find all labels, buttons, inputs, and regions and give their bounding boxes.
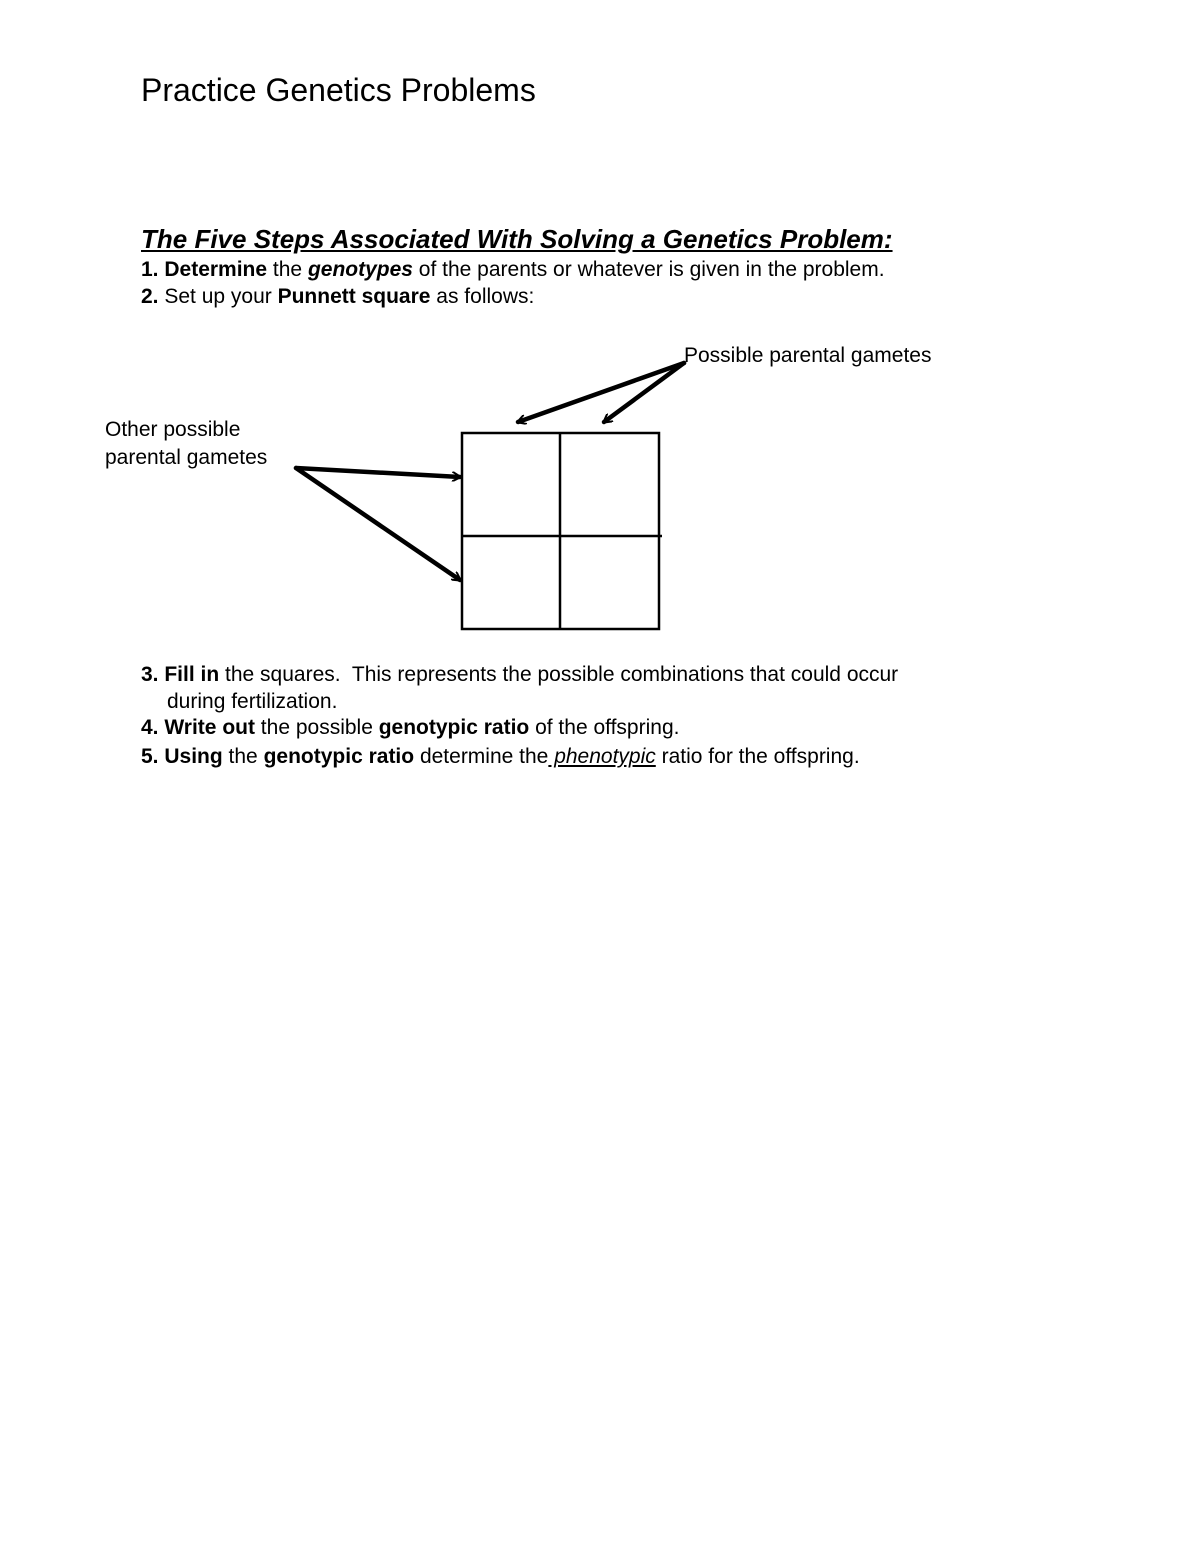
bold-term: Fill in <box>164 663 220 686</box>
step-text: Set up your <box>158 285 278 308</box>
possible-parental-gametes-label: Possible parental gametes <box>684 344 932 367</box>
punnett-square <box>462 433 662 629</box>
step-line <box>141 745 860 768</box>
step-text: determine the <box>414 745 549 768</box>
step-continuation: during fertilization. <box>167 690 338 713</box>
step-text: ratio for the offspring. <box>655 745 860 768</box>
step-5 <box>141 743 860 770</box>
bold-term: genotypic ratio <box>378 716 530 739</box>
step-number: 2. <box>141 285 159 308</box>
gamete-arrows <box>296 363 684 580</box>
page-title: Practice Genetics Problems <box>141 72 536 108</box>
step-line <box>141 716 679 739</box>
steps-heading: The Five Steps Associated With Solving a Genetics Problem: <box>141 224 893 254</box>
step-3 <box>141 661 898 715</box>
step-number: 5. <box>141 745 165 768</box>
arrow-top-left <box>518 363 684 422</box>
step-text: the squares. This represents the possible combinations that could occur <box>219 663 899 686</box>
other-parental-gametes-label-line2: parental gametes <box>105 446 268 469</box>
step-number: 1. <box>141 258 165 281</box>
step-text: the <box>267 258 308 281</box>
step-text: the possible <box>254 716 379 739</box>
step-number: 3. <box>141 663 165 686</box>
bold-term: Using <box>164 745 223 768</box>
other-parental-gametes-label <box>105 416 267 472</box>
arrow-left-lower <box>296 468 460 580</box>
step-text: of the offspring. <box>529 716 680 739</box>
bold-term: Write out <box>164 716 255 739</box>
bold-term: genotypic ratio <box>263 745 415 768</box>
step-text: as follows: <box>430 285 535 308</box>
underlined-term: phenotypic <box>548 745 656 768</box>
bold-term: Punnett square <box>277 285 431 308</box>
step-text: of the parents or whatever is given in the problem. <box>412 258 885 281</box>
arrow-left-upper <box>296 468 460 477</box>
step-4 <box>141 714 679 741</box>
step-line <box>141 663 898 686</box>
step-text: the <box>222 745 264 768</box>
bold-italic-term: genotypes <box>307 258 413 281</box>
arrow-top-right <box>604 363 684 422</box>
step-number: 4. <box>141 716 165 739</box>
bold-term: Determine <box>164 258 268 281</box>
other-parental-gametes-label-line1: Other possible <box>105 418 241 441</box>
